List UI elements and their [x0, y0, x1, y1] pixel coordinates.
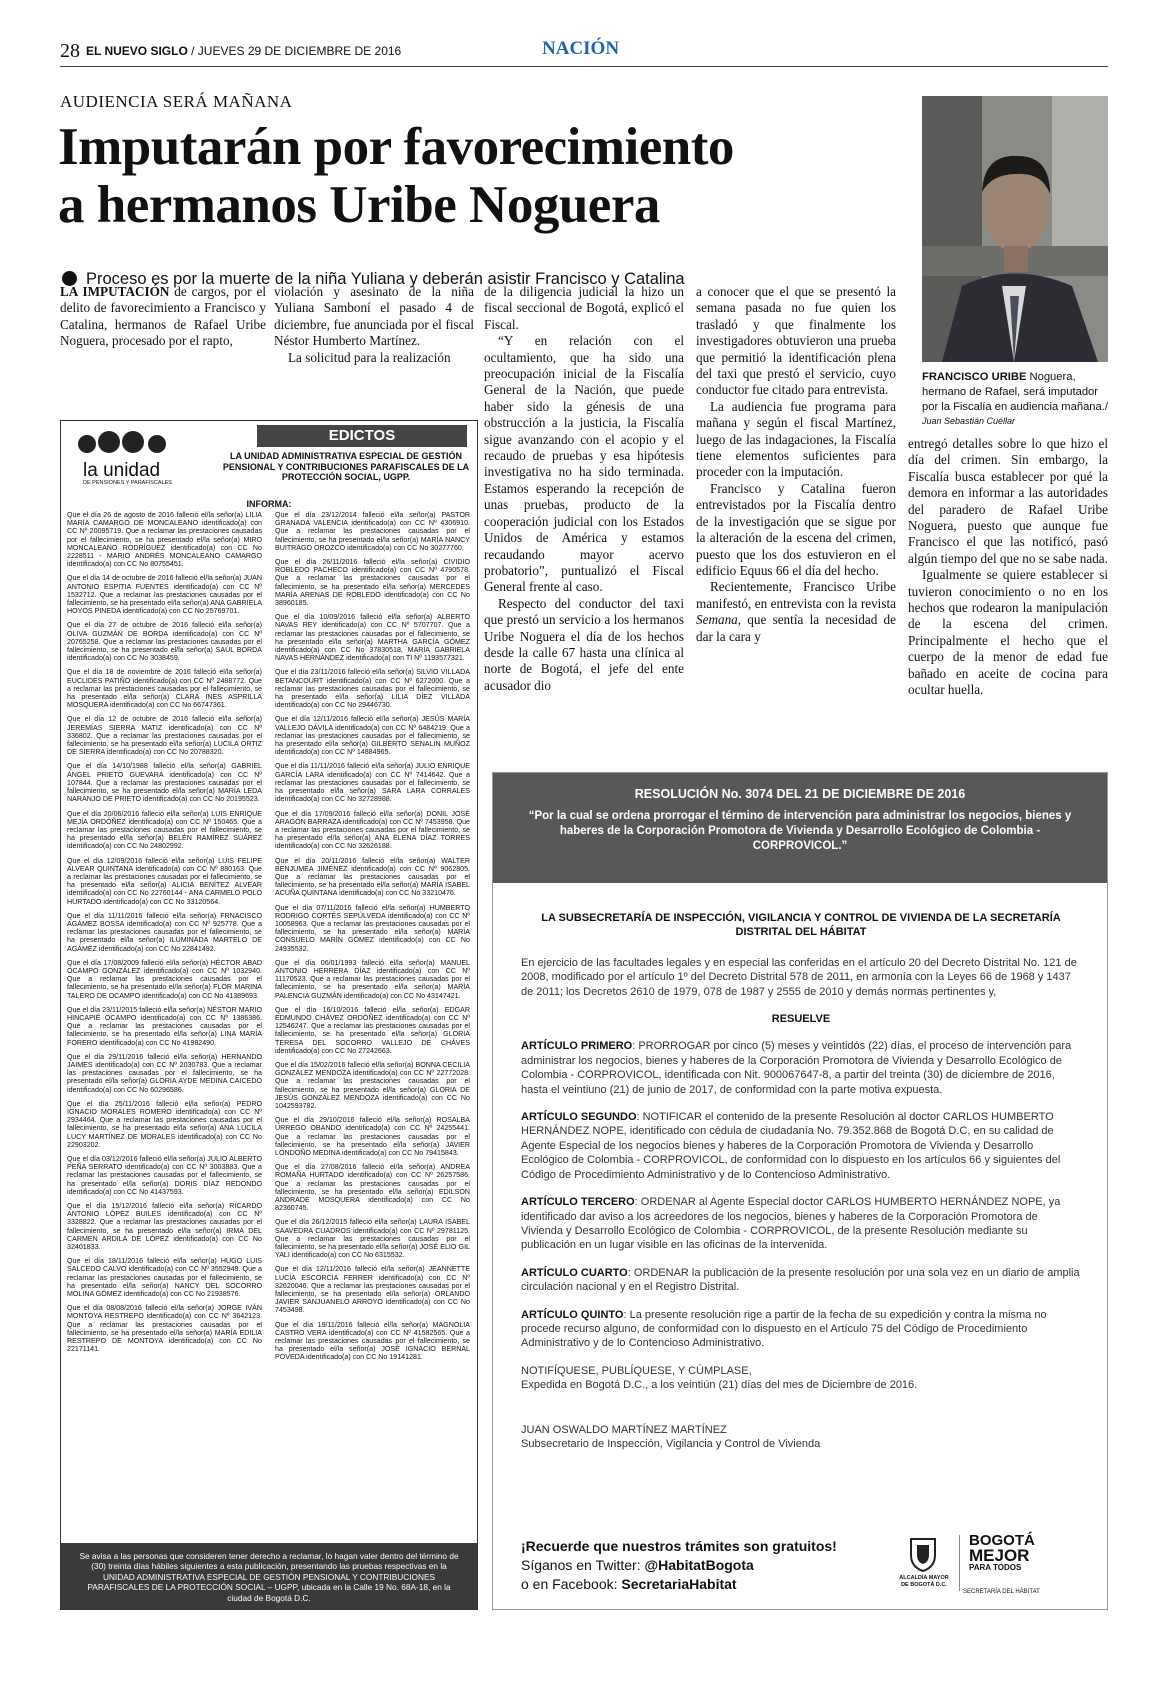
article-paragraph: “Y en relación con el ocultamiento, que ha sido una preocupación inicial de la Fiscalía General de la Nación, que puede haber sido la génesis de una obstrucción a la justicia, la Fiscalía sigue avanzando con el acopio y el recaudo de pruebas y esa hipótesis investigativa no ha sido terminada. Estamos esperando la recepción de unas pruebas, producto de la cooperación judicial con los Estados Unidos de América y estamos recaudando mayor acervo probatorio”, puntualizó el Fiscal General frente al caso.: [484, 333, 684, 595]
edicto-entry: Que el día 14/10/1988 falleció el/la señor(a) GABRIEL ÁNGEL PRIETO GUEVARA identificado(a) con CC Nº 107844. Que a reclamar las prestaciones causadas por el fallecimiento, se ha presentado el/la señor(a) MARÍA LEDA NARANJO DE PRIETO identificado(a) con CC No 20195523.: [67, 762, 262, 804]
article-headline: [58, 118, 918, 234]
headline-line-1: Imputarán por favorecimiento: [58, 118, 734, 176]
edicto-entry: Que el día 23/12/2014 falleció el/la señor(a) PASTOR GRANADA VALENCIA identificado(a) con CC Nº 4306910. Que a reclamar las prestaciones causadas por el fallecimiento, se ha presentado el/la señor(a) MARÍA NANCY BUITRAGO OROZCO identificado(a) con CC No 30277760.: [275, 511, 470, 552]
headline-line-2: a hermanos Uribe Noguera: [58, 176, 660, 234]
resolution-preamble: En ejercicio de las facultades legales y en especial las conferidas en el artículo 20 del Decreto Distrital No. 121 de 2008, modificado por el artículo 1º del Decreto Distrital 578 de 2011, en armonía con la Leyes 66 de 1968 y 1437 de 2011; los Decretos 2610 de 1979, 078 de 1987 y 2555 de 2010 y demás normas pertinentes y,: [521, 956, 1077, 998]
article-column-4: [696, 284, 896, 645]
caption-name: FRANCISCO URIBE: [922, 371, 1027, 383]
article-paragraph: a conocer que el que se presentó la semana pasada no fue quien los trasladó y que finalmente los investigadores obtuvieron una prueba que permitió la identificación plena del taxi que prestó el servicio, cuyo conductor fue citado para entrevista.: [696, 284, 896, 398]
caption-text: Noguera, hermano de Rafael, será imputador por la Fiscalía en audiencia mañana./: [922, 371, 1108, 413]
edicto-entry: Que el día 12/11/2016 falleció el/la señor(a) JEANNETTE LUCÍA ESCORCIA FERRER identificado(a) con CC Nº 32620046. Que a reclamar las prestaciones causadas por el fallecimiento, se ha presentado el/la señor(a) ORLANDO JAVIER SANJUANELO ARROYO identificado(a) con CC No 7453498.: [275, 1265, 470, 1315]
edicto-entry: Que el día 29/10/2016 falleció el/la señor(a) ROSALBA URREGO OBANDO identificado(a) con CC Nº 24255441. Que a reclamar las prestaciones causadas por el fallecimiento, se ha presentado el/la señor(a) JAVIER LONDOÑO MEDINA identificado(a) con CC No 79415843.: [275, 1116, 470, 1158]
ugpp-logo: [69, 427, 194, 485]
resolution-title: RESOLUCIÓN No. 3074 DEL 21 DE DICIEMBRE DE 2016: [634, 787, 966, 801]
edicto-entry: Que el día 12/11/2016 falleció el/la señor(a) JESÚS MARÍA VALLEJO DÁVILA identificado(a) con CC Nº 6484219. Que a reclamar las prestaciones causadas por el fallecimiento, se ha presentado el/la señor(a) GILBERTO SENALIN MUÑOZ identificado(a) con CC Nº 14884965.: [275, 715, 470, 757]
page-header: [60, 38, 1108, 64]
article-paragraph: entregó detalles sobre lo que hizo el día del crimen. Sin embargo, la Fiscalía busca establecer por qué la demora en informar a las autoridades del paradero de Rafael Uribe Noguera, puesto que aunque fue Francisco el que las notificó, pasó algún tiempo del que no se sabe nada.: [908, 436, 1108, 566]
article-column-5: [908, 436, 1108, 699]
edictos-informa: INFORMA:: [246, 499, 292, 509]
edictos-column-left: [67, 511, 262, 1359]
edicto-entry: Que el día 15/12/2016 falleció el/la señor(a) RICARDO ANTONIO LÓPEZ BUILES identificado(a) con CC Nº 3328822. Que a reclamar las prestaciones causadas por el fallecimiento, se ha presentado el/la señor(a) IRMA DEL CARMEN ARDILA DE LÓPEZ identificado(a) con CC No 32401833.: [67, 1202, 262, 1252]
edicto-entry: Que el día 07/11/2016 falleció el/la señor(a) HUMBERTO RODRIGO CORTÉS SEPÚLVEDA identificado(a) con CC Nº 10058963. Que a reclamar las prestaciones causadas por el fallecimiento, se ha presentado el/la señor(a) MARÍA CONSUELO MARÍN GÓMEZ identificado(a) con CC No 24935532.: [275, 903, 470, 953]
edicto-entry: Que el día 17/09/2016 falleció el/la señor(a) DONIL JOSÉ ARAGÓN BARRAZA identificado(a) con CC Nº 7453958. Que a reclamar las prestaciones causadas por el fallecimiento, se ha presentado el/la señor(a) ANA ELENA DÍAZ TORRES identificado(a) con CC No 32626188.: [275, 809, 470, 851]
remember-text: ¡Recuerde que nuestros trámites son gratuitos!: [521, 1538, 837, 1554]
signer-title: Subsecretario de Inspección, Vigilancia y Control de Vivienda: [521, 1437, 821, 1450]
resolution-header: [493, 773, 1107, 883]
lead-in: LA IMPUTACIÓN: [60, 284, 170, 299]
article-column-1: [60, 284, 266, 350]
logo-subtext: DE PENSIONES Y PARAFISCALES: [83, 480, 172, 486]
edictos-notice: [60, 420, 478, 1610]
resolution-resuelve: RESUELVE: [771, 1013, 831, 1026]
masthead: [86, 44, 401, 58]
edicto-entry: Que el día 20/11/2016 falleció el/la señor(a) WALTER BENJUMEA JIMÉNEZ identificado(a) con CC Nº 9062805. Que a reclamar las prestaciones causadas por el fallecimiento, se ha presentado el/la señor(a) MARÍA ISABEL ACUÑA QUINTANA identificado(a) con CC No 33210476.: [275, 856, 470, 898]
resolution-notice: [492, 772, 1108, 1610]
edicto-entry: Que el día 17/08/2009 falleció el/la señor(a) HÉCTOR ABAD OCAMPO GONZÁLEZ identificado(a) con CC Nº 1032940. Que a reclamar las prestaciones causadas por el fallecimiento, se ha presentado el/la señor(a) FLOR MARINA TALERO DE OCAMPO identificado(a) con CC No 41389693.: [67, 958, 262, 1000]
publication-name: EL NUEVO SIGLO: [86, 44, 188, 58]
article-paragraph: Respecto del conductor del taxi que prestó un servicio a los hermanos Uribe Noguera el día de los hechos desde la calle 67 hasta una clínica al norte de Bogotá, el jefe del ente acusador dio: [484, 595, 684, 693]
page-number: 28: [60, 40, 80, 62]
edictos-footer-text: Se avisa a las personas que consideren tener derecho a reclamar, lo hagan valer dentro del término de (30) treinta días hábiles siguientes a esta publicación, presentando las pruebas respectivas en la UNIDAD ADMINISTRATIVA ESPECIAL DE GESTIÓN PENSIONAL Y CONTRIBUCIONES PARAFISCALES DE LA PROTECCIÓN SOCIAL – UGPP, ubicada en la Calle 19 No. 68A-18, en la ciudad de Bogotá D.C.: [79, 1551, 459, 1603]
edicto-entry: Que el día 29/11/2016 falleció el/la señor(a) HERNANDO JAIMES identificado(a) con CC Nº 2030783. Que a reclamar las prestaciones causadas por el fallecimiento, se ha presentado el/la señor(a) GLORIA AYDE MEDINA CAICEDO identificado(a) con CC No 60296586.: [67, 1052, 262, 1094]
edicto-entry: Que el día 08/08/2016 falleció el/la señor(a) JORGE IVÁN MONTOYA RESTREPO identificado(a) con CC Nº 3642123. Que a reclamar las prestaciones causadas por el fallecimiento, se ha presentado el/la señor(a) MARÍA EDILIA RESTREPO DE MONTOYA identificado(a) con CC No 22171141.: [67, 1304, 262, 1354]
facebook-handle: SecretariaHabitat: [621, 1576, 737, 1592]
article-paragraph: LA IMPUTACIÓN de cargos, por el delito de favorecimiento a Francisco y Catalina, hermanos de Rafael Uribe Noguera, procesado por el rapto,: [60, 284, 266, 349]
secretaria-label: SECRETARÍA DEL HÁBITAT: [963, 1589, 1040, 1595]
bogota-mejor-logo: BOGOTÁ MEJOR PARA TODOS: [969, 1532, 1035, 1572]
signer-name: JUAN OSWALDO MARTÍNEZ MARTÍNEZ: [521, 1423, 727, 1436]
article-5: ARTÍCULO QUINTO: La presente resolución rige a partir de la fecha de su expedición y contra la misma no procede recurso alguno, de conformidad con lo dispuesto en el Artículo 75 del Código de Procedimiento Administrativo y de lo Contencioso Administrativo.: [521, 1308, 1047, 1350]
edictos-entity: LA UNIDAD ADMINISTRATIVA ESPECIAL DE GESTIÓN PENSIONAL Y CONTRIBUCIONES PARAFISCALES DE LA PROTECCIÓN SOCIAL, UGPP.: [222, 451, 470, 482]
edicto-entry: Que el día 27/08/2016 falleció el/la señor(a) ANDREA ROMAÑA HURTADO identificado(a) con CC Nº 26257586. Que a reclamar las prestaciones causadas por el fallecimiento, se ha presentado el/la señor(a) EDILSON ANDRADE MOSQUERA identificado(a) con CC No 82360745.: [275, 1163, 470, 1213]
edictos-column-right: [275, 511, 470, 1368]
edicto-entry: Que el día 12 de octubre de 2016 falleció el/la señor(a) JEREMÍAS SIERRA MATIZ identificado(a) con CC Nº 336802. Que a reclamar las prestaciones causadas por el fallecimiento, se ha presentado el/la señor(a) LUCILA ORTIZ DE SIERRA identificado(a) con CC No 20788320.: [67, 715, 262, 757]
article-kicker: AUDIENCIA SERÁ MAÑANA: [60, 92, 293, 111]
closing-line-1: NOTIFÍQUESE, PUBLÍQUESE, Y CÚMPLASE,: [521, 1364, 752, 1377]
resolution-subtitle: “Por la cual se ordena prorrogar el término de intervención para administrar los negocios, bienes y haberes de la Corporación Promotora de Vivienda y Desarrollo Ecológico de Colombia - CORPROVICOL.”: [528, 810, 1072, 852]
edicto-entry: Que el día 25/11/2016 falleció el/la señor(a) PEDRO IGNACIO MORALES ROMERO identificado(a) con CC Nº 2934464. Que a reclamar las prestaciones causadas por el fallecimiento, se ha presentado el/la señor(a) ANA LUCILA LUCY MARTÍNEZ DE MORALES identificado(a) con CC No 22903202.: [67, 1099, 262, 1149]
edicto-entry: Que el día 15/02/2016 falleció el/la señor(a) BONNA CECILIA GONZÁLEZ MENDOZA identificado(a) con CC Nº 22772028. Que a reclamar las prestaciones causadas por el fallecimiento, se ha presentado el/la señor(a) GLORIA DE JESÚS GONZÁLEZ MENDOZA identificado(a) con CC No 1042593782.: [275, 1060, 470, 1110]
edicto-entry: Que el día 10/09/2016 falleció el/la señor(a) ALBERTO NAVAS REY identificado(a) con CC Nº 5707707. Que a reclamar las prestaciones causadas por el fallecimiento, se ha presentado el/la señor(a) MARTHA GARCÍA GÓMEZ identificado(a) con CC No 37830518, MARÍA GABRIELA NAVAS HERNÁNDEZ identificado(a) con TI Nº 1193577321.: [275, 613, 470, 663]
resolution-footer: [493, 1525, 1107, 1609]
edicto-entry: Que el día 14 de octubre de 2016 falleció el/la señor(a) JUAN ANTONIO ESPITIA FUENTES identificado(a) con CC Nº 1532712. Que a reclamar las prestaciones causadas por el fallecimiento, se ha presentado el/la señor(a) ANA GABRIELA HOYOS PINEDA identificado(a) con CC No 25769701.: [67, 574, 262, 616]
closing-line-2: Expedida en Bogotá D.C., a los veintiún (21) días del mes de Diciembre de 2016.: [521, 1379, 918, 1392]
header-rule: [60, 66, 1108, 67]
portrait-image: [922, 96, 1108, 362]
article-column-2: [274, 284, 474, 366]
article-column-3: [484, 284, 684, 694]
alcaldia-label: ALCALDÍA MAYOR DE BOGOTÁ D.C.: [899, 1575, 949, 1588]
edicto-entry: Que el día 16/10/2016 falleció el/la señor(a) EDGAR EDMUNDO CHÁVEZ ORDÓÑEZ identificado(a) con CC Nº 12546247. Que a reclamar las prestaciones causadas por el fallecimiento, se ha presentado el/la señor(a) GLORIA TERESA DEL SOCORRO VALLEJO DE CHÁVES identificado(a) con CC No 27242663.: [275, 1005, 470, 1055]
edicto-entry: Que el día 26 de agosto de 2016 falleció el/la señor(a) LILIA MARÍA CAMARGO DE MONCALEANO identificado(a) con CC Nº 20095719. Que a reclamar las prestaciones causadas por el fallecimiento, se ha presentado el/la señor(a) MIRO MONCALEANO RODRÍGUEZ identificado(a) con CC No 2228511 - MARIO ANDRÉS MONCALEANO CAMARGO identificado(a) con CC No 80755451.: [67, 511, 262, 569]
edicto-entry: Que el día 26/12/2015 falleció el/la señor(a) LAURA ISABEL SAAVEDRA CUADROS identificado(a) con CC Nº 29781125. Que a reclamar las prestaciones causadas por el fallecimiento, se ha presentado el/la señor(a) JOSÉ ELIO GIL YALI identificado(a) con CC No 6315532.: [275, 1218, 470, 1260]
edicto-entry: Que el día 12/09/2016 falleció el/la señor(a) LUIS FELIPE ALVEAR QUINTANA identificado(a) con CC Nº 880163. Que a reclamar las prestaciones causadas por el fallecimiento, se ha presentado el/la señor(a) ALICIA BENÍTEZ ALVEAR identificado(a) con CC No 22760144 - ANA CARMELO POLO HURTADO identificado(a) con CC No 33120564.: [67, 856, 262, 906]
edicto-entry: Que el día 18/11/2016 falleció el/la señor(a) HUGO LUIS SALCEDO CALVO identificado(a) con CC Nº 3552949. Que a reclamar las prestaciones causadas por el fallecimiento, se ha presentado el/la señor(a) NANCY DEL SOCORRO MOLINA GÓMEZ identificado(a) con CC No 21938576.: [67, 1257, 262, 1299]
photo-caption: [922, 370, 1110, 415]
bogota-logos: [895, 1533, 1085, 1603]
section-name: NACIÓN: [542, 38, 620, 59]
twitter-handle: @HabitatBogota: [644, 1557, 754, 1573]
article-paragraph: La solicitud para la realización: [288, 349, 451, 365]
edicto-entry: Que el día 23/11/2016 falleció el/la señor(a) SILVIO VILLADA BETANCOURT identificado(a) con CC Nº 6272000. Que a reclamar las prestaciones causadas por el fallecimiento, se ha presentado el/la señor(a) LILIA DÍEZ VILLADA identificado(a) con CC No 29446730.: [275, 668, 470, 710]
edicto-entry: Que el día 03/12/2016 falleció el/la señor(a) JULIO ALBERTO PEÑA SERRATO identificado(a) con CC Nº 3003883. Que a reclamar las prestaciones causadas por el fallecimiento, se ha presentado el/la señor(a) DORIS DÍAZ REDONDO identificado(a) con CC No 41437593.: [67, 1155, 262, 1196]
edicto-entry: Que el día 18 de noviembre de 2016 falleció el/la señor(a) EUCLIDES PATIÑO identificado(a) con CC Nº 2488772. Que a reclamar las prestaciones causadas por el fallecimiento, se ha presentado el/la señor(a) CLARA INES ASPRILLA MOSQUERA identificado(a) con CC No 66747361.: [67, 668, 262, 710]
logo-circles-icon: [69, 427, 194, 457]
edicto-entry: Que el día 11/11/2016 falleció el/la señor(a) JULIO ENRIQUE GARCÍA LARA identificado(a) con CC Nº 7414642. Que a reclamar las prestaciones causadas por el fallecimiento, se ha presentado el/la señor(a) SARA LARA CORRALES identificado(a) con CC No 32728988.: [275, 762, 470, 804]
contact-block: ¡Recuerde que nuestros trámites son gratuitos! Síganos en Twitter: @HabitatBogota o en Facebook: SecretariaHabitat: [521, 1538, 837, 1592]
resolution-body: [521, 911, 1081, 1451]
issue-date: / JUEVES 29 DE DICIEMBRE DE 2016: [191, 44, 402, 58]
article-paragraph: violación y asesinato de la niña Yuliana Samboní el pasado 4 de diciembre, fue anunciada por el fiscal Néstor Humberto Martínez.: [274, 284, 474, 349]
edicto-entry: Que el día 11/11/2016 falleció el/la señor(a) FRNACISCO AGÁMEZ BOSSA identificado(a) con CC Nº 925778. Que a reclamar las prestaciones causadas por el fallecimiento, se ha presentado el/la señor(a) ILUMINADA MARTELO DE AGÁMEZ identificado(a) con CC No 22841492.: [67, 911, 262, 953]
edicto-entry: Que el día 06/01/1993 falleció el/la señor(a) MANUEL ANTONIO HERRERA DÍAZ identificado(a) con CC Nº 11170523. Que a reclamar las prestaciones causadas por el fallecimiento, se ha presentado el/la señor(a) MARÍA PALENCIA GUZMÁN identificado(a) con CC No 43147421.: [275, 958, 470, 1000]
article-2: ARTÍCULO SEGUNDO: NOTIFICAR el contenido de la presente Resolución al doctor CARLOS HUMBERTO HERNÁNDEZ NOPE, identificado con cédula de ciudadanía No. 79.352.868 de Bogotá D.C, en su calidad de Agente Especial de los negocios bienes y haberes de la Corporación Promotora de Vivienda y Desarrollo Ecológico de Colombia - CORPROVICOL, de conformidad con lo dispuesto en los artículos 66 y siguientes del Código de Procedimiento Administrativo y de lo Contencioso Administrativo.: [521, 1111, 1061, 1181]
article-paragraph: de la diligencia judicial la hizo un fiscal seccional de Bogotá, explicó el Fiscal.: [484, 284, 684, 332]
edicto-entry: Que el día 23/11/2015 falleció el/la señor(a) NÉSTOR MARIO HINCAPIÉ OCAMPO identificado(a) con CC Nº 1386386. Que a reclamar las prestaciones causadas por el fallecimiento, se ha presentado el/la señor(a) LINA MARÍA FORERO identificado(a) con CC No 41982490.: [67, 1005, 262, 1047]
edicto-entry: Que el día 27 de octubre de 2016 falleció el/la señor(a) OLIVA GUZMÁN DE BORDA identificado(a) con CC Nº 20765258. Que a reclamar las prestaciones causadas por el fallecimiento, se ha presentado el/la señor(a) SAÚL BORDA identificado(a) con CC No 3038459.: [67, 621, 262, 663]
article-paragraph: Francisco y Catalina fueron entrevistados por la Fiscalía dentro de la investigación que se sigue por la alteración de la escena del crimen, puesto que los dos estuvieron en el edificio Equus 66 el día del hecho.: [696, 480, 896, 578]
article-3: ARTÍCULO TERCERO: ORDENAR al Agente Especial doctor CARLOS HUMBERTO HERNÁNDEZ NOPE, ya identificado dar aviso a los acreedores de los negocios, bienes y haberes de la Corporación Promotora de Vivienda y Desarrollo Ecológico de Colombia - CORPROVICOL, de la presente Resolución mediante su publicación en un lugar visible en las oficinas de la intervenida.: [521, 1196, 1061, 1252]
resolution-authority: LA SUBSECRETARÍA DE INSPECCIÓN, VIGILANCIA Y CONTROL DE VIVIENDA DE LA SECRETARÍA DISTRITAL DEL HÁBITAT: [541, 912, 1061, 939]
article-photo: [922, 96, 1108, 362]
edicto-entry: Que el día 20/06/2016 falleció el/la señor(a) LUIS ENRIQUE MEJÍA ORDÓÑEZ identificado(a) con CC Nº 150465. Que a reclamar las prestaciones causadas por el fallecimiento, se ha presentado el/la señor(a) BELÉN RAMÍREZ SUÁREZ identificado(a) con CC No 24802992.: [67, 809, 262, 851]
photo-credit: Juan Sebastián Cuéllar: [922, 416, 1016, 426]
edictos-title: EDICTOS: [257, 425, 467, 447]
article-paragraph: Recientemente, Francisco Uribe manifestó, en entrevista con la revista Semana, que sentía la necesidad de dar la cara y: [696, 579, 896, 644]
article-paragraph: Igualmente se quiere establecer si tuvieron conocimiento o no en los hechos que rodearon la manipulación de la escena del crimen. Principalmente el hecho que el cuerpo de la menor de edad fue bañado en aceite de cocina para ocultar huella.: [908, 567, 1108, 698]
article-4: ARTÍCULO CUARTO: ORDENAR la publicación de la presente resolución por una sola vez en un diario de amplia circulación nacional y en el Registro Distrital.: [521, 1266, 1080, 1294]
edictos-footer: [61, 1543, 477, 1609]
logo-text: la unidad: [83, 460, 161, 481]
coat-of-arms-icon: [903, 1533, 943, 1573]
edicto-entry: Que el día 19/11/2016 falleció el/la señor(a) MAGNOLIA CASTRO VERA identificado(a) con CC Nº 41582565. Que a reclamar las prestaciones causadas por el fallecimiento, se ha presentado el/la señor(a) JOSÉ IGNACIO BERNAL POVEDA identificado(a) con CC No 19141281.: [275, 1320, 470, 1362]
subhead-text: Proceso es por la muerte de la niña Yuliana y deberán asistir Francisco y Catalina: [86, 270, 685, 288]
edicto-entry: Que el día 26/11/2016 falleció el/la señor(a) CIVIDIO ROBLEDO PACHECO identificado(a) con CC Nº 4790578. Que a reclamar las prestaciones causadas por el fallecimiento, se ha presentado el/la señor(a) MERCEDES MARÍA ARENAS DE ROBLEDO identificado(a) con CC No 38960185.: [275, 558, 470, 608]
logo-divider: [959, 1535, 960, 1591]
article-paragraph: La audiencia fue programa para mañana y según el fiscal Martínez, luego de las indagaciones, la Fiscalía tiene elementos suficientes para proceder con la imputación.: [696, 398, 896, 480]
article-1: ARTÍCULO PRIMERO: PRORROGAR por cinco (5) meses y veintidós (22) días, el proceso de intervención para administrar los negocios, bienes y haberes de la Corporación Promotora de Vivienda y Desarrollo Ecológico de Colombia - CORPROVICOL, identificada con Nit. 900067647-8, a partir del treinta (30) de diciembre de 2016, hasta el veintiuno (21) de junio de 2017, de conformidad con la parte motiva expuesta.: [521, 1040, 1072, 1096]
